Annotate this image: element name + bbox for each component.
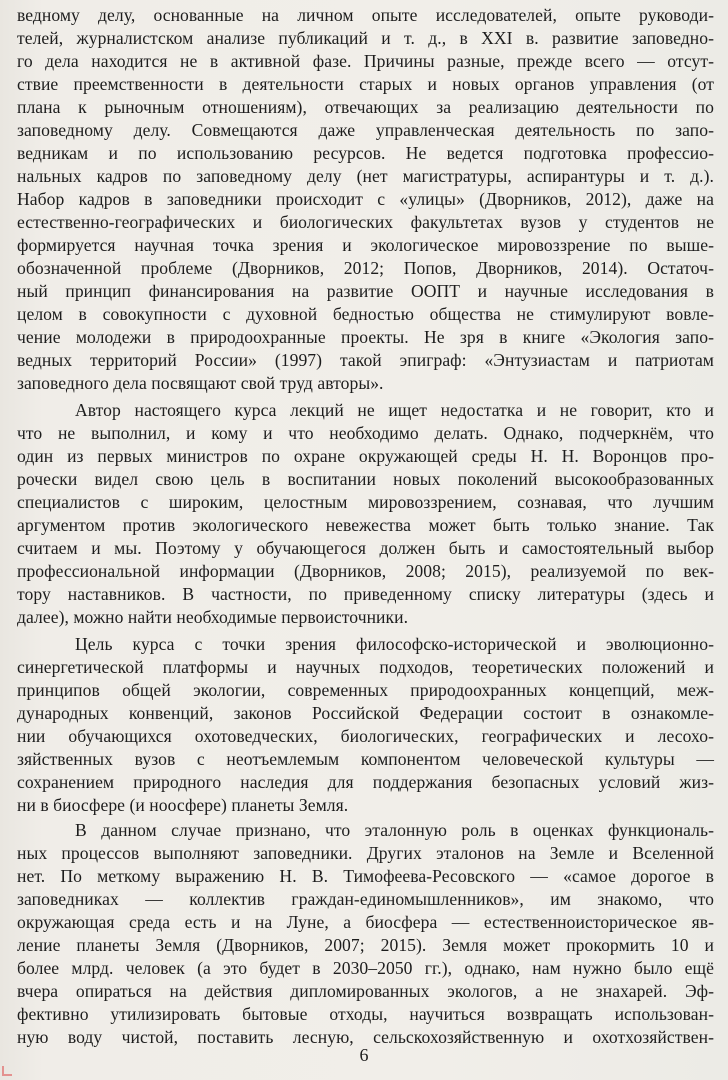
text-line: сохранением природного наследия для поддержания безопасных условий жиз- xyxy=(17,772,714,792)
text-line: заповедниках — коллектив граждан-единомышленников», им знакомо, что xyxy=(17,889,714,909)
text-line: нии обучающихся охотоведческих, биологических, географических и лесохо- xyxy=(17,726,714,746)
text-line: более млрд. человек (а это будет в 2030–2050 гг.), однако, нам нужно было ещё xyxy=(17,958,714,978)
text-line: телей, журналистском анализе публикаций и т. д., в XXI в. развитие заповедно- xyxy=(17,28,714,48)
text-line: далее), можно найти необходимые первоисточники. xyxy=(17,607,409,627)
text-line: ни в биосфере (и ноосфере) планеты Земля. xyxy=(17,795,349,815)
text-line: ных процессов выполняют заповедники. Других эталонов на Земле и Вселенной xyxy=(17,843,714,863)
text-line: го дела находится не в активной фазе. Причины разные, прежде всего — отсут- xyxy=(17,51,714,71)
text-line: профессиональной информации (Дворников, 2008; 2015), реализуемой по век- xyxy=(17,561,714,581)
text-line: заповедному делу. Совмещаются даже управленческая деятельность по запо- xyxy=(17,120,714,140)
text-line: ление планеты Земля (Дворников, 2007; 2015). Земля может прокормить 10 и xyxy=(17,935,714,955)
text-line: ведных территорий России» (1997) такой эпиграф: «Энтузиастам и патриотам xyxy=(17,350,714,370)
page-number: 6 xyxy=(359,1045,369,1065)
text-line: нальных кадров по заповедному делу (нет магистратуры, аспирантуры и т. д.). xyxy=(17,166,714,186)
text-line: ведному делу, основанные на личном опыте исследователей, опыте руководи- xyxy=(17,5,714,25)
text-line: целом в совокупности с духовной бедностью общества не стимулируют вовле- xyxy=(17,304,714,324)
text-line: ведникам и по использованию ресурсов. Не ведется подготовка профессио- xyxy=(17,143,714,163)
text-line: естественно-географических и биологических факультетах вузов у студентов не xyxy=(17,212,714,232)
text-line: формируется научная точка зрения и экологическое мировоззрение по выше- xyxy=(17,235,714,255)
text-line: зяйственных вузов с неотъемлемым компонентом человеческой культуры — xyxy=(17,749,714,769)
text-line: что не выполнил, и кому и что необходимо делать. Однако, подчеркнём, что xyxy=(17,423,714,443)
text-line: окружающая среда есть и на Луне, а биосфера — естественноисторическое яв- xyxy=(17,912,714,932)
text-line: заповедного дела посвящают свой труд авторы». xyxy=(17,373,384,393)
paragraph-first-line: В данном случае признано, что эталонную роль в оценках функциональ- xyxy=(75,820,714,840)
text-line: один из первых министров по охране окружающей среды Н. Н. Воронцов про- xyxy=(17,446,714,466)
text-line: плана к рыночным отношениям), отвечающих за реализацию деятельности по xyxy=(17,97,714,117)
text-line: рочески видел свою цель в воспитании новых поколений высокообразованных xyxy=(17,469,714,489)
text-line: синергетической платформы и научных подходов, теоретических положений и xyxy=(17,657,714,677)
paragraph-first-line: Автор настоящего курса лекций не ищет недостатка и не говорит, кто и xyxy=(75,400,714,420)
text-line: принципов общей экологии, современных природоохранных концепций, меж- xyxy=(17,680,714,700)
paragraph-first-line: Цель курса с точки зрения философско-исторической и эволюционно- xyxy=(75,634,714,654)
text-line: тору наставников. В частности, по приведенному списку литературы (здесь и xyxy=(17,584,714,604)
text-line: ную воду чистой, поставить лесную, сельскохозяйственную и охотхозяйствен- xyxy=(17,1027,714,1047)
text-line: фективно утилизировать бытовые отходы, научиться возвращать использован- xyxy=(17,1004,714,1024)
text-line: дународных конвенций, законов Российской Федерации состоит в ознакомле- xyxy=(17,703,714,723)
text-line: нет. По меткому выражению Н. В. Тимофеева-Ресовского — «самое дорогое в xyxy=(17,866,714,886)
text-line: вчера опираться на действия дипломированных экологов, а не знахарей. Эф- xyxy=(17,981,714,1001)
text-line: ствие преемственности в деятельности старых и новых органов управления (от xyxy=(17,74,714,94)
text-line: аргументом против экологического невежества может быть только знание. Так xyxy=(17,515,714,535)
text-line: специалистов с широким, целостным мировоззрением, сознавая, что лучшим xyxy=(17,492,714,512)
scan-corner-mark xyxy=(2,1066,12,1076)
text-line: Набор кадров в заповедники происходит с «улицы» (Дворников, 2012), даже на xyxy=(17,189,714,209)
text-line: чение молодежи в природоохранные проекты. Не зря в книге «Экология запо- xyxy=(17,327,714,347)
text-line: считаем и мы. Поэтому у обучающегося должен быть и самостоятельный выбор xyxy=(17,538,714,558)
text-line: ный принцип финансирования на развитие ООПТ и научные исследования в xyxy=(17,281,714,301)
text-line: обозначенной проблеме (Дворников, 2012; Попов, Дворников, 2014). Остаточ- xyxy=(17,258,714,278)
